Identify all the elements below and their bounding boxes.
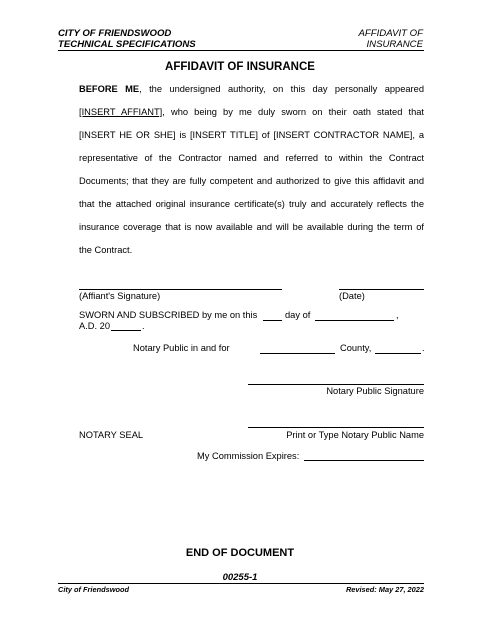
- notary-state-blank: [260, 353, 335, 354]
- end-of-document: END OF DOCUMENT: [185, 547, 295, 559]
- body-line-5: Documents; that they are fully competent and authorized to give this affidavit and: [79, 176, 424, 186]
- header-doc-title-1: AFFIDAVIT OF: [358, 28, 423, 39]
- print-name-label: Print or Type Notary Public Name: [286, 430, 424, 440]
- body-line-1: [79, 83, 424, 95]
- header-left: [58, 28, 196, 50]
- print-name-line: [248, 427, 424, 428]
- county-period: .: [422, 343, 425, 353]
- header-city: CITY OF FRIENDSWOOD: [58, 28, 172, 39]
- footer-divider: [58, 583, 424, 584]
- notary-public-in-for: Notary Public in and for: [133, 343, 230, 353]
- notary-signature-label: Notary Public Signature: [326, 386, 424, 396]
- ad-period: .: [142, 321, 145, 331]
- day-of-text: day of: [285, 310, 311, 320]
- sworn-month-blank: [315, 320, 394, 321]
- body-line-2-text: , who being by me duly sworn on their oath stated that: [162, 107, 424, 117]
- date-label: (Date): [339, 291, 365, 301]
- header-right: [359, 28, 424, 50]
- sworn-text: SWORN AND SUBSCRIBED by me on this: [79, 310, 258, 320]
- body-line-8: the Contract.: [79, 245, 133, 255]
- notary-seal: NOTARY SEAL: [79, 430, 144, 440]
- header-divider: [58, 50, 424, 51]
- affiant-placeholder: [INSERT AFFIANT]: [79, 107, 163, 117]
- body-line-6: that the attached original insurance certificate(s) truly and accurately reflects the: [79, 199, 424, 209]
- county-blank: [375, 353, 421, 354]
- footer-left: City of Friendswood: [58, 585, 130, 594]
- header-doc-title-2: INSURANCE: [366, 39, 423, 50]
- page-title: AFFIDAVIT OF INSURANCE: [165, 61, 315, 73]
- commission-expires: My Commission Expires:: [197, 451, 300, 461]
- commission-blank: [304, 460, 424, 461]
- body-line-1-text: , the undersigned authority, on this day personally appeared: [139, 84, 424, 94]
- sworn-comma: ,: [396, 310, 399, 320]
- year-blank: [111, 330, 141, 331]
- footer-right: Revised: May 27, 2022: [345, 585, 424, 594]
- before-me: BEFORE ME: [79, 84, 140, 94]
- body-line-4: representative of the Contractor named and referred to within the Contract: [79, 153, 424, 163]
- ad-text: A.D. 20: [79, 321, 111, 331]
- county-label: County,: [340, 343, 372, 353]
- header-specs: TECHNICAL SPECIFICATIONS: [58, 39, 196, 50]
- affiant-signature-label: (Affiant's Signature): [79, 291, 161, 301]
- body-line-7: insurance coverage that is now available and will be available during the term of: [79, 222, 424, 232]
- sworn-day-blank: [263, 320, 282, 321]
- body-line-2: [79, 106, 424, 118]
- page-number: 00255-1: [222, 572, 258, 583]
- body-line-3: [INSERT HE OR SHE] is [INSERT TITLE] of [INSERT CONTRACTOR NAME], a: [79, 130, 424, 140]
